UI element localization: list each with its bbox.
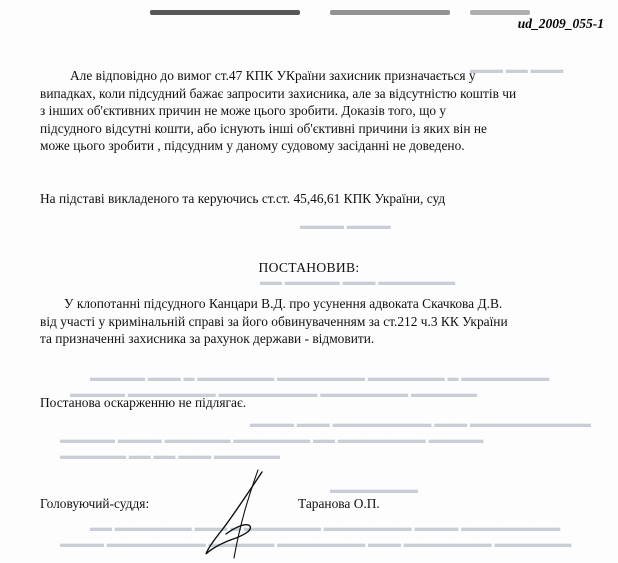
paragraph-decision	[40, 295, 580, 348]
text-line: та призначенні захисника за рахунок держави - відмовити.	[40, 331, 375, 346]
bleed-through-text: ▬▬▬▬▬ ▬▬▬ ▬ ▬▬▬▬▬▬▬ ▬▬▬▬▬▬▬▬ ▬▬▬▬▬▬▬ ▬ ▬▬▬▬▬▬▬▬	[90, 372, 550, 384]
paragraph-basis	[40, 190, 580, 208]
text-line: У клопотанні підсудного Канцари В.Д. про усунення адвоката Скачкова Д.В.	[64, 296, 503, 311]
bleed-through-text: ▬▬ ▬▬▬▬▬ ▬▬▬ ▬▬▬▬▬▬▬	[260, 276, 456, 288]
bleed-through-text: ▬▬▬▬ ▬▬▬▬▬▬▬▬▬ ▬▬▬▬▬▬ ▬▬▬▬▬▬▬▬ ▬▬▬ ▬▬▬▬▬▬▬▬ ▬▬▬▬▬▬▬	[60, 538, 572, 550]
text-line: випадках, коли підсудний бажає запросити захисника, але за відсутністю коштів чи	[40, 85, 517, 101]
bleed-through-text: ▬▬ ▬▬▬▬▬▬▬ ▬▬▬ ▬ ▬▬▬▬▬▬▬ ▬▬▬▬▬▬▬▬ ▬▬▬▬ ▬▬▬▬▬▬▬▬▬	[90, 522, 561, 534]
paragraph-grounds	[40, 67, 580, 155]
text-line: Постанова оскарженню не підлягає.	[40, 395, 247, 410]
text-line: підсудного відсутні кошти, або існують інші об'єктивні причини із яких він не	[40, 120, 487, 136]
bleed-through-text: ▬▬▬▬▬ ▬▬▬▬ ▬▬▬▬▬▬ ▬▬▬▬▬▬▬ ▬▬ ▬▬▬▬▬▬▬▬ ▬▬▬▬▬	[60, 434, 484, 446]
bleed-through-text: ▬▬▬▬▬▬ ▬▬ ▬▬ ▬▬▬ ▬▬▬▬▬▬	[60, 450, 280, 462]
judge-name: Таранова О.П.	[298, 496, 380, 511]
scan-artifact-bar	[330, 10, 450, 15]
bleed-through-text: ▬▬▬▬▬ ▬▬▬▬▬▬▬▬ ▬▬▬▬▬▬▬▬▬ ▬▬▬▬▬▬▬▬ ▬▬▬▬▬▬	[70, 388, 477, 400]
text-line: Але відповідно до вимог ст.47 КПК УКраїни захисник призначається у	[70, 68, 476, 83]
text-line: від участі у кримінальній справі за його обвинуваченням за ст.212 ч.3 КК України	[40, 313, 508, 329]
signature-role: Головуючий-суддя:	[40, 496, 150, 511]
text-line: може цього зробити , підсудним у даному судовому засіданні не доведено.	[40, 138, 465, 153]
bleed-through-text: ▬▬▬ ▬▬ ▬▬▬	[470, 64, 564, 76]
text-line: На підставі викладеного та керуючись ст.ст. 45,46,61 КПК України, суд	[40, 191, 446, 206]
scan-artifact-bar	[470, 10, 530, 15]
text-line: з інших об'єктивних причин не може цього зробити. Доказів того, що у	[40, 103, 447, 118]
resolution-heading: ПОСТАНОВИВ:	[258, 260, 360, 275]
document-id: ud_2009_055-1	[517, 16, 604, 31]
scan-artifact-bar	[150, 10, 300, 15]
handwritten-signature	[200, 468, 280, 563]
bleed-through-text: ▬▬▬▬ ▬▬▬ ▬▬▬▬▬▬▬▬▬ ▬▬▬ ▬▬▬▬▬▬▬▬▬▬▬	[250, 418, 591, 430]
paragraph-appeal	[40, 394, 580, 412]
bleed-through-text: ▬▬▬▬▬▬▬▬	[330, 484, 418, 496]
bleed-through-text: ▬▬▬▬ ▬▬▬▬	[300, 220, 391, 232]
